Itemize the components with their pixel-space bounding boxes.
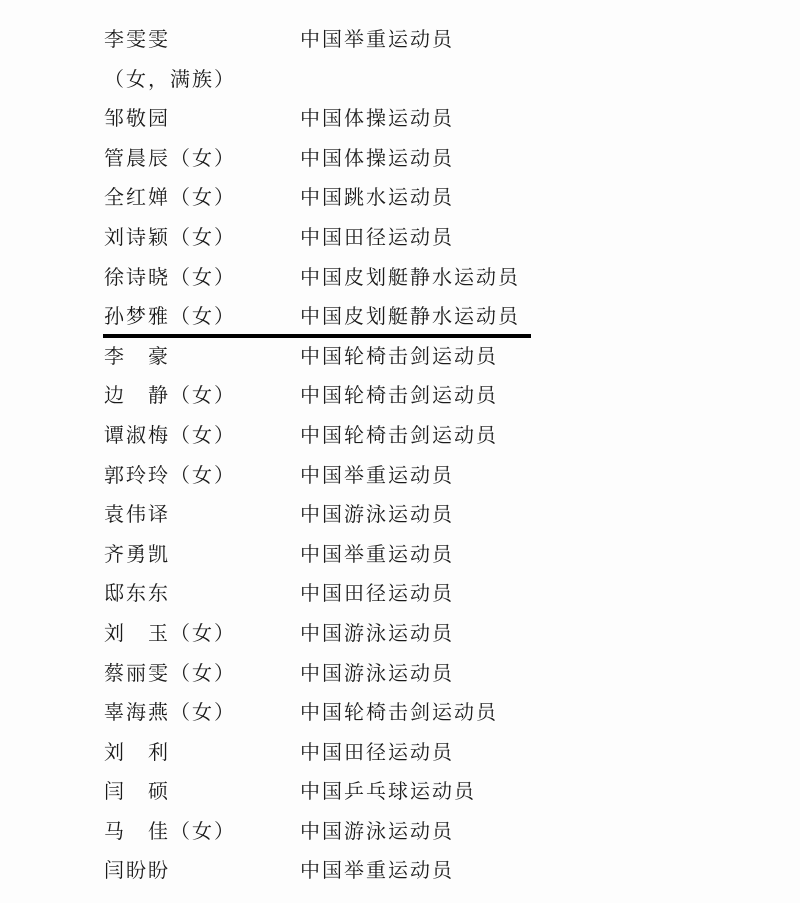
athlete-title: 中国游泳运动员 (300, 502, 454, 527)
athlete-title: 中国体操运动员 (300, 106, 454, 131)
athlete-name: 邸东东 (104, 581, 170, 606)
list-item (0, 20, 800, 60)
athlete-name: 邹敬园 (104, 106, 170, 131)
list-item (0, 812, 800, 852)
list-item (0, 733, 800, 773)
athlete-list (0, 20, 800, 891)
athlete-name: 郭玲玲（女） (104, 462, 236, 487)
list-item (0, 693, 800, 733)
list-item (0, 218, 800, 258)
athlete-name: 齐勇凯 (104, 541, 170, 566)
list-item (0, 337, 800, 377)
list-item (0, 851, 800, 891)
athlete-name: 辜海燕（女） (104, 700, 236, 725)
athlete-title: 中国轮椅击剑运动员 (300, 383, 498, 408)
athlete-name: 徐诗晓（女） (104, 264, 236, 289)
athlete-name: 刘 玉（女） (104, 620, 236, 645)
list-item (0, 574, 800, 614)
athlete-name: 李 豪 (104, 343, 170, 368)
athlete-name: 李雯雯 (104, 27, 170, 51)
list-item (0, 376, 800, 416)
athlete-title: 中国举重运动员 (300, 858, 454, 883)
athlete-name: 刘诗颖（女） (104, 224, 236, 249)
athlete-name: 刘 利 (104, 739, 170, 764)
athlete-name: 蔡丽雯（女） (104, 660, 236, 685)
list-item (0, 60, 800, 100)
athlete-name: 管晨辰（女） (104, 145, 236, 170)
list-item (0, 416, 800, 456)
athlete-title: 中国轮椅击剑运动员 (300, 700, 498, 725)
athlete-title: 中国田径运动员 (300, 739, 454, 764)
athlete-name: 谭淑梅（女） (104, 422, 236, 447)
list-item (0, 654, 800, 694)
athlete-title: 中国田径运动员 (300, 224, 454, 249)
athlete-title: 中国皮划艇静水运动员 (300, 264, 520, 289)
list-item (0, 535, 800, 575)
athlete-title: 中国举重运动员 (300, 27, 454, 51)
athlete-title: 中国举重运动员 (300, 462, 454, 487)
athlete-title: 中国游泳运动员 (300, 818, 454, 843)
list-item (0, 297, 800, 337)
athlete-name: 袁伟译 (104, 502, 170, 527)
athlete-name: 闫 硕 (104, 779, 170, 804)
athlete-name: 边 静（女） (104, 383, 236, 408)
athlete-name: 马 佳（女） (104, 818, 236, 843)
list-item (0, 139, 800, 179)
athlete-name: （女，满族） (104, 66, 236, 91)
athlete-title: 中国轮椅击剑运动员 (300, 343, 498, 368)
list-item (0, 495, 800, 535)
list-item (0, 178, 800, 218)
section-divider (103, 334, 531, 338)
list-item (0, 258, 800, 298)
athlete-title: 中国田径运动员 (300, 581, 454, 606)
athlete-name: 闫盼盼 (104, 858, 170, 883)
athlete-title: 中国游泳运动员 (300, 660, 454, 685)
athlete-title: 中国游泳运动员 (300, 620, 454, 645)
athlete-name: 孙梦雅（女） (104, 304, 236, 329)
athlete-title: 中国跳水运动员 (300, 185, 454, 210)
list-item (0, 456, 800, 496)
athlete-title: 中国皮划艇静水运动员 (300, 304, 520, 329)
athlete-title: 中国体操运动员 (300, 145, 454, 170)
athlete-title: 中国轮椅击剑运动员 (300, 422, 498, 447)
list-item (0, 614, 800, 654)
athlete-name: 全红婵（女） (104, 185, 236, 210)
list-item (0, 99, 800, 139)
athlete-title: 中国乒乓球运动员 (300, 779, 476, 804)
athlete-title: 中国举重运动员 (300, 541, 454, 566)
list-item (0, 772, 800, 812)
